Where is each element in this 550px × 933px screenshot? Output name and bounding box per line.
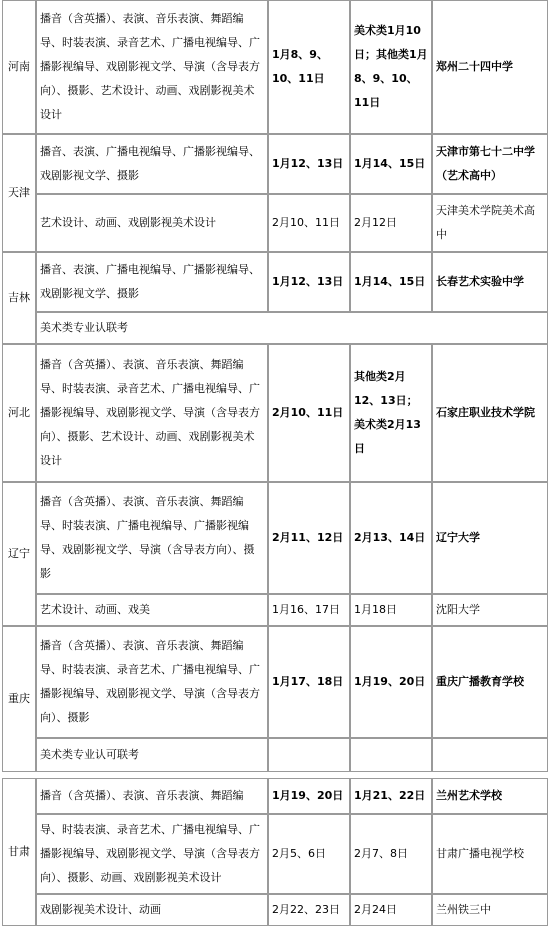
date1-cell: 1月8、9、10、11日 xyxy=(268,0,350,134)
table-row xyxy=(2,594,548,626)
site-cell: 兰州铁三中 xyxy=(432,894,548,926)
date2-cell: 美术类1月10日；其他类1月8、9、10、11日 xyxy=(350,0,432,134)
table-row xyxy=(2,312,548,344)
table-row xyxy=(2,194,548,252)
province-cell: 河北 xyxy=(2,344,36,482)
majors-cell: 播音、表演、广播电视编导、广播影视编导、戏剧影视文学、摄影 xyxy=(36,252,268,312)
majors-cell: 播音（含英播）、表演、音乐表演、舞蹈编 xyxy=(36,778,268,814)
majors-cell: 美术类专业认可联考 xyxy=(36,738,268,772)
date1-cell: 2月10、11日 xyxy=(268,194,350,252)
table-row xyxy=(2,778,548,814)
majors-cell: 播音（含英播）、表演、音乐表演、舞蹈编导、时装表演、录音艺术、广播电视编导、广播影视编导、戏剧影视文学、导演（含导表方向）、摄影、艺术设计、动画、戏剧影视美术设计 xyxy=(36,0,268,134)
province-cell: 重庆 xyxy=(2,626,36,772)
site-cell xyxy=(432,738,548,772)
date1-cell: 1月12、13日 xyxy=(268,134,350,194)
date1-cell: 1月17、18日 xyxy=(268,626,350,738)
date2-cell xyxy=(350,738,432,772)
date2-cell: 1月14、15日 xyxy=(350,252,432,312)
site-cell: 郑州二十四中学 xyxy=(432,0,548,134)
majors-cell: 艺术设计、动画、戏美 xyxy=(36,594,268,626)
site-cell: 重庆广播教育学校 xyxy=(432,626,548,738)
date1-cell: 2月22、23日 xyxy=(268,894,350,926)
site-cell: 石家庄职业技术学院 xyxy=(432,344,548,482)
majors-cell: 播音（含英播）、表演、音乐表演、舞蹈编导、时装表演、录音艺术、广播电视编导、广播影视编导、戏剧影视文学、导演（含导表方向）、摄影 xyxy=(36,626,268,738)
table-row xyxy=(2,482,548,594)
table-row xyxy=(2,626,548,738)
province-cell: 天津 xyxy=(2,134,36,252)
exam-schedule-table xyxy=(2,0,548,926)
date2-cell: 2月13、14日 xyxy=(350,482,432,594)
site-cell: 天津美术学院美术高中 xyxy=(432,194,548,252)
site-cell: 辽宁大学 xyxy=(432,482,548,594)
site-cell: 甘肃广播电视学校 xyxy=(432,814,548,894)
date2-cell: 1月19、20日 xyxy=(350,626,432,738)
table-row xyxy=(2,738,548,772)
date1-cell: 2月5、6日 xyxy=(268,814,350,894)
date2-cell: 其他类2月12、13日；美术类2月13日 xyxy=(350,344,432,482)
table-row xyxy=(2,814,548,894)
table-row xyxy=(2,894,548,926)
province-cell: 吉林 xyxy=(2,252,36,344)
date2-cell: 1月18日 xyxy=(350,594,432,626)
date2-cell: 2月12日 xyxy=(350,194,432,252)
table-row xyxy=(2,134,548,194)
date2-cell: 1月14、15日 xyxy=(350,134,432,194)
majors-cell: 导、时装表演、录音艺术、广播电视编导、广播影视编导、戏剧影视文学、导演（含导表方向）、摄影、动画、戏剧影视美术设计 xyxy=(36,814,268,894)
table-row xyxy=(2,344,548,482)
table-row xyxy=(2,252,548,312)
date2-cell: 2月7、8日 xyxy=(350,814,432,894)
majors-cell: 艺术设计、动画、戏剧影视美术设计 xyxy=(36,194,268,252)
site-cell: 兰州艺术学校 xyxy=(432,778,548,814)
date1-cell: 1月16、17日 xyxy=(268,594,350,626)
date2-cell: 2月24日 xyxy=(350,894,432,926)
note-cell: 美术类专业认联考 xyxy=(36,312,548,344)
site-cell: 长春艺术实验中学 xyxy=(432,252,548,312)
site-cell: 天津市第七十二中学（艺术高中） xyxy=(432,134,548,194)
date2-cell: 1月21、22日 xyxy=(350,778,432,814)
majors-cell: 播音（含英播）、表演、音乐表演、舞蹈编导、时装表演、录音艺术、广播电视编导、广播影视编导、戏剧影视文学、导演（含导表方向）、摄影、艺术设计、动画、戏剧影视美术设计 xyxy=(36,344,268,482)
date1-cell xyxy=(268,738,350,772)
province-cell: 甘肃 xyxy=(2,778,36,926)
table-row xyxy=(2,0,548,134)
date1-cell: 2月10、11日 xyxy=(268,344,350,482)
date1-cell: 2月11、12日 xyxy=(268,482,350,594)
province-cell: 河南 xyxy=(2,0,36,134)
majors-cell: 播音、表演、广播电视编导、广播影视编导、戏剧影视文学、摄影 xyxy=(36,134,268,194)
majors-cell: 戏剧影视美术设计、动画 xyxy=(36,894,268,926)
majors-cell: 播音（含英播）、表演、音乐表演、舞蹈编导、时装表演、广播电视编导、广播影视编导、戏剧影视文学、导演（含导表方向）、摄影 xyxy=(36,482,268,594)
province-cell: 辽宁 xyxy=(2,482,36,626)
date1-cell: 1月12、13日 xyxy=(268,252,350,312)
site-cell: 沈阳大学 xyxy=(432,594,548,626)
date1-cell: 1月19、20日 xyxy=(268,778,350,814)
